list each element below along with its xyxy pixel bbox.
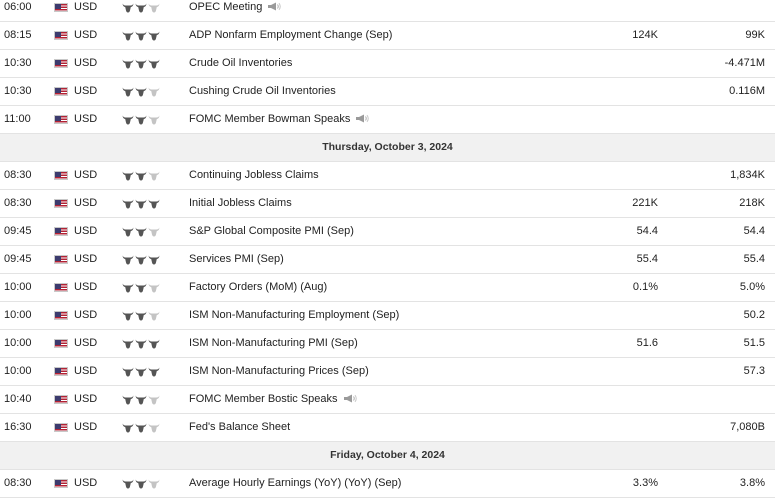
bull-icon (135, 478, 147, 489)
event-previous: 54.4 (743, 225, 765, 237)
bull-icon (122, 58, 134, 69)
importance-rating (122, 254, 160, 265)
event-time: 10:30 (4, 57, 32, 69)
event-name[interactable]: Factory Orders (MoM) (Aug) (189, 281, 328, 293)
importance-rating (122, 422, 160, 433)
us-flag-icon (54, 59, 68, 68)
day-header-label: Thursday, October 3, 2024 (322, 141, 453, 153)
event-name[interactable]: ADP Nonfarm Employment Change (Sep) (189, 29, 393, 41)
event-name[interactable]: Fed's Balance Sheet (189, 421, 291, 433)
event-currency: USD (74, 421, 98, 433)
bull-icon (122, 226, 134, 237)
bull-icon (148, 170, 160, 181)
us-flag-icon (54, 479, 68, 488)
bull-icon (135, 198, 147, 209)
bull-icon (135, 366, 147, 377)
event-previous: 50.2 (743, 309, 765, 321)
us-flag-icon (54, 339, 68, 348)
bull-icon (148, 2, 160, 13)
us-flag-icon (54, 395, 68, 404)
bull-icon (122, 282, 134, 293)
event-currency: USD (74, 309, 98, 321)
event-forecast: 3.3% (632, 477, 658, 489)
bull-icon (148, 226, 160, 237)
event-name[interactable]: S&P Global Composite PMI (Sep) (189, 225, 354, 237)
event-name[interactable]: ISM Non-Manufacturing Prices (Sep) (189, 365, 369, 377)
calendar-row[interactable] (0, 78, 775, 106)
importance-rating (122, 282, 160, 293)
event-previous: 5.0% (739, 281, 765, 293)
us-flag-icon (54, 3, 68, 12)
event-forecast: 55.4 (636, 253, 658, 265)
event-forecast: 51.6 (636, 337, 658, 349)
event-time: 10:00 (4, 281, 32, 293)
calendar-row[interactable] (0, 162, 775, 190)
importance-rating (122, 86, 160, 97)
importance-rating (122, 170, 160, 181)
event-name[interactable]: Initial Jobless Claims (189, 197, 292, 209)
event-time: 10:30 (4, 85, 32, 97)
event-currency: USD (74, 169, 98, 181)
bull-icon (135, 254, 147, 265)
bull-icon (135, 30, 147, 41)
importance-rating (122, 2, 160, 13)
event-previous: 99K (745, 29, 765, 41)
bull-icon (135, 310, 147, 321)
event-currency: USD (74, 113, 98, 125)
bull-icon (148, 422, 160, 433)
bull-icon (148, 478, 160, 489)
importance-rating (122, 338, 160, 349)
event-previous: 57.3 (743, 365, 765, 377)
importance-rating (122, 226, 160, 237)
us-flag-icon (54, 423, 68, 432)
bull-icon (148, 58, 160, 69)
event-currency: USD (74, 1, 98, 13)
event-previous: 3.8% (739, 477, 765, 489)
event-time: 08:30 (4, 169, 32, 181)
event-time: 09:45 (4, 253, 32, 265)
importance-rating (122, 310, 160, 321)
importance-rating (122, 478, 160, 489)
event-time: 10:00 (4, 337, 32, 349)
bull-icon (122, 170, 134, 181)
event-currency: USD (74, 393, 98, 405)
bull-icon (148, 198, 160, 209)
event-currency: USD (74, 57, 98, 69)
bull-icon (135, 114, 147, 125)
bull-icon (148, 114, 160, 125)
event-name[interactable]: FOMC Member Bostic Speaks (189, 386, 358, 413)
bull-icon (135, 2, 147, 13)
bull-icon (135, 170, 147, 181)
bull-icon (148, 30, 160, 41)
event-time: 08:30 (4, 477, 32, 489)
bull-icon (122, 30, 134, 41)
bull-icon (122, 198, 134, 209)
us-flag-icon (54, 255, 68, 264)
calendar-row[interactable] (0, 218, 775, 246)
bull-icon (122, 338, 134, 349)
bull-icon (135, 338, 147, 349)
bull-icon (135, 394, 147, 405)
us-flag-icon (54, 115, 68, 124)
day-header-row (0, 134, 775, 162)
event-time: 16:30 (4, 421, 32, 433)
event-previous: 7,080B (730, 421, 765, 433)
importance-rating (122, 114, 160, 125)
event-name[interactable]: Continuing Jobless Claims (189, 169, 319, 181)
event-name[interactable]: Crude Oil Inventories (189, 57, 293, 69)
event-time: 10:40 (4, 393, 32, 405)
event-name[interactable]: Services PMI (Sep) (189, 253, 284, 265)
speaker-icon (355, 114, 370, 123)
event-previous: 0.116M (729, 85, 765, 97)
bull-icon (122, 366, 134, 377)
us-flag-icon (54, 171, 68, 180)
event-time: 09:45 (4, 225, 32, 237)
bull-icon (122, 86, 134, 97)
calendar-row[interactable] (0, 246, 775, 274)
event-forecast: 0.1% (632, 281, 658, 293)
us-flag-icon (54, 311, 68, 320)
event-previous: -4.471M (724, 57, 765, 69)
event-time: 06:00 (4, 1, 32, 13)
event-name[interactable]: FOMC Member Bowman Speaks (189, 106, 370, 133)
event-previous: 51.5 (743, 337, 765, 349)
bull-icon (122, 310, 134, 321)
event-time: 10:00 (4, 365, 32, 377)
bull-icon (122, 114, 134, 125)
us-flag-icon (54, 31, 68, 40)
event-previous: 55.4 (743, 253, 765, 265)
calendar-row[interactable] (0, 386, 775, 414)
event-previous: 1,834K (730, 169, 765, 181)
speaker-icon (343, 394, 358, 403)
calendar-row[interactable] (0, 50, 775, 78)
us-flag-icon (54, 199, 68, 208)
bull-icon (122, 478, 134, 489)
event-forecast: 54.4 (636, 225, 658, 237)
calendar-row[interactable] (0, 274, 775, 302)
bull-icon (148, 86, 160, 97)
event-name[interactable]: ISM Non-Manufacturing PMI (Sep) (189, 337, 358, 349)
importance-rating (122, 198, 160, 209)
event-currency: USD (74, 29, 98, 41)
event-currency: USD (74, 225, 98, 237)
calendar-row[interactable] (0, 302, 775, 330)
calendar-row[interactable] (0, 414, 775, 442)
event-forecast: 221K (632, 197, 658, 209)
bull-icon (148, 366, 160, 377)
calendar-row[interactable] (0, 0, 775, 22)
day-header-label: Friday, October 4, 2024 (330, 449, 445, 461)
calendar-row[interactable] (0, 106, 775, 134)
calendar-row[interactable] (0, 330, 775, 358)
importance-rating (122, 30, 160, 41)
event-name[interactable]: ISM Non-Manufacturing Employment (Sep) (189, 309, 400, 321)
event-name[interactable]: Cushing Crude Oil Inventories (189, 85, 336, 97)
event-currency: USD (74, 85, 98, 97)
event-time: 08:15 (4, 29, 32, 41)
day-header-row (0, 442, 775, 470)
event-name[interactable]: Average Hourly Earnings (YoY) (YoY) (Sep) (189, 477, 402, 489)
bull-icon (122, 254, 134, 265)
bull-icon (148, 338, 160, 349)
importance-rating (122, 394, 160, 405)
calendar-row[interactable] (0, 190, 775, 218)
bull-icon (135, 86, 147, 97)
event-name[interactable]: OPEC Meeting (189, 0, 282, 21)
us-flag-icon (54, 367, 68, 376)
bull-icon (122, 422, 134, 433)
us-flag-icon (54, 283, 68, 292)
bull-icon (148, 394, 160, 405)
calendar-row[interactable] (0, 470, 775, 498)
event-currency: USD (74, 253, 98, 265)
bull-icon (122, 2, 134, 13)
bull-icon (135, 422, 147, 433)
event-currency: USD (74, 365, 98, 377)
bull-icon (148, 254, 160, 265)
speaker-icon (267, 2, 282, 11)
event-previous: 218K (739, 197, 765, 209)
event-currency: USD (74, 281, 98, 293)
us-flag-icon (54, 87, 68, 96)
event-currency: USD (74, 477, 98, 489)
importance-rating (122, 58, 160, 69)
event-forecast: 124K (632, 29, 658, 41)
event-currency: USD (74, 197, 98, 209)
bull-icon (135, 58, 147, 69)
bull-icon (148, 282, 160, 293)
bull-icon (135, 282, 147, 293)
event-currency: USD (74, 337, 98, 349)
bull-icon (122, 394, 134, 405)
calendar-row[interactable] (0, 358, 775, 386)
importance-rating (122, 366, 160, 377)
bull-icon (148, 310, 160, 321)
event-time: 10:00 (4, 309, 32, 321)
calendar-row[interactable] (0, 22, 775, 50)
us-flag-icon (54, 227, 68, 236)
event-time: 11:00 (4, 113, 31, 125)
event-time: 08:30 (4, 197, 32, 209)
bull-icon (135, 226, 147, 237)
